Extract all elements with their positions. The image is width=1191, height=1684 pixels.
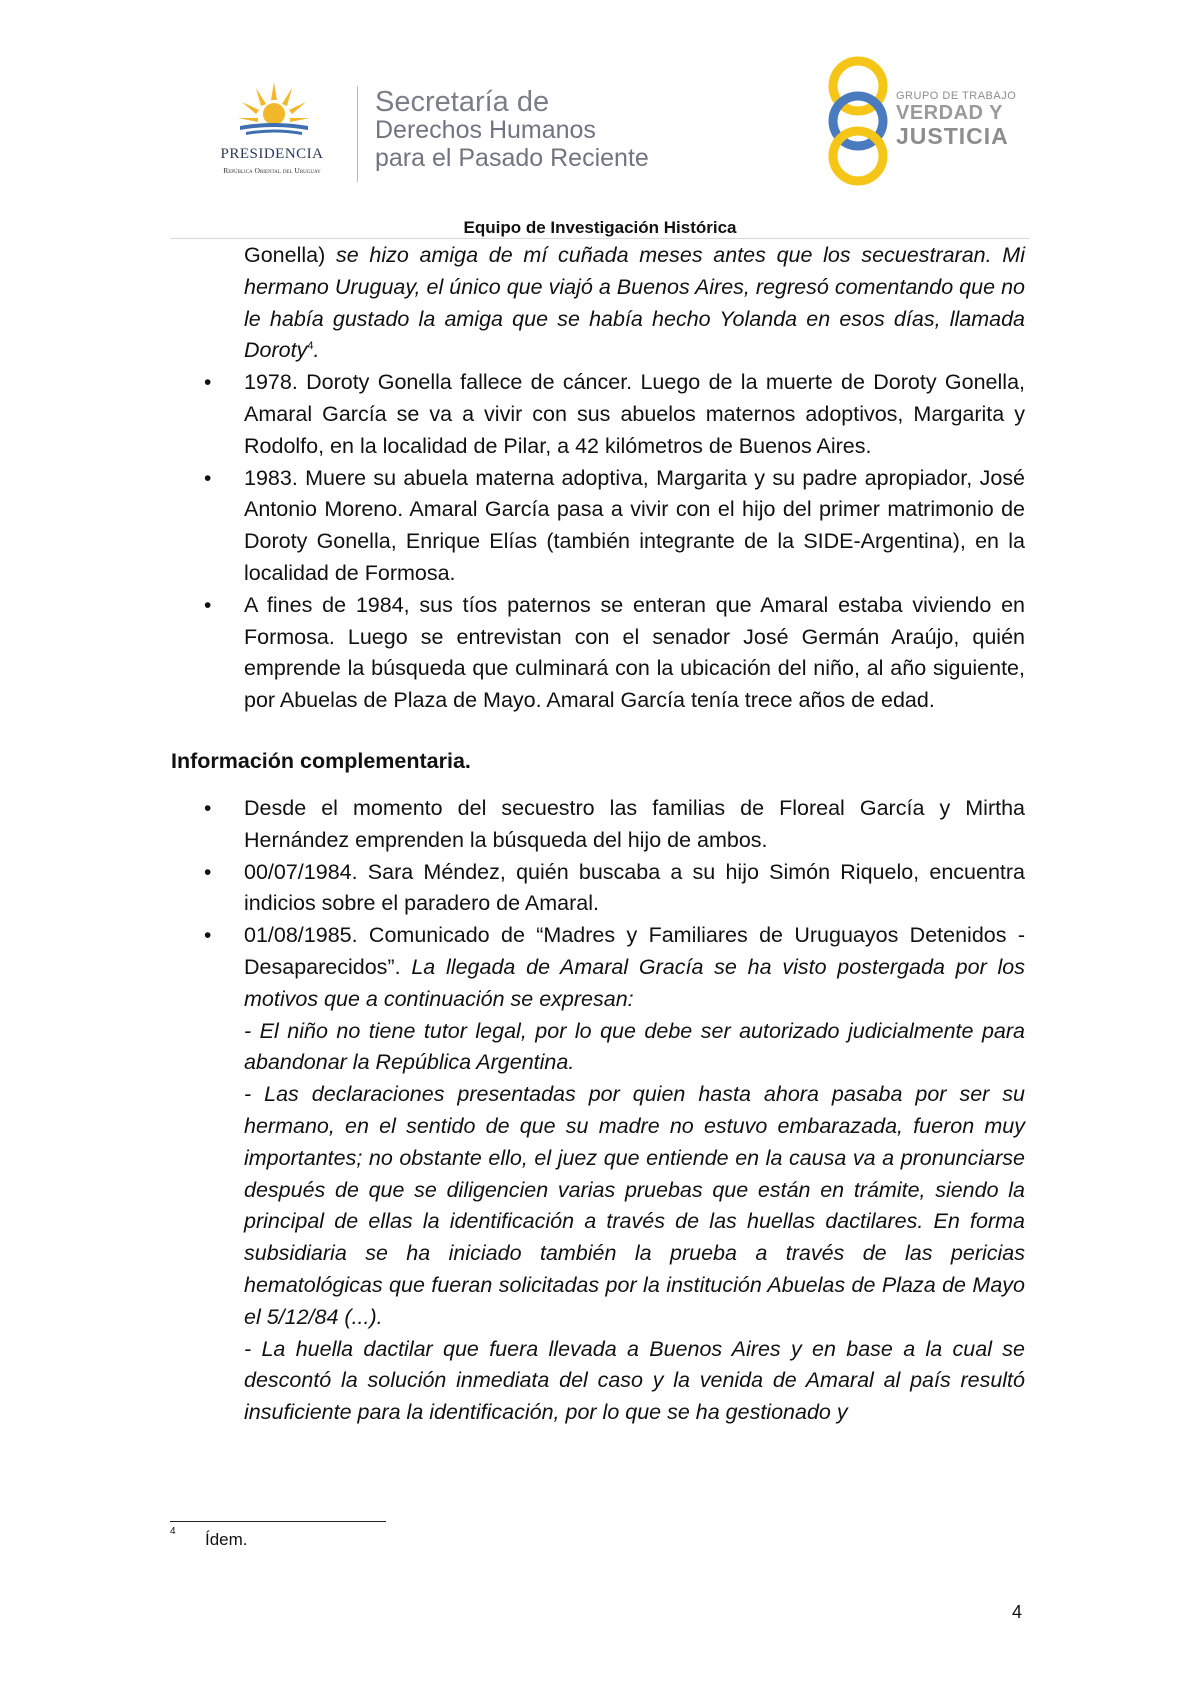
communique-point-2: - Las declaraciones presentadas por quien hasta ahora pasaba por ser su hermano, en el sentido de que su madre no estuvo embarazada, fueron muy importantes; no obstante ello, el juez que entiende en la causa va a pronunciarse después de que se diligencien varias pruebas que están en trámite, siendo la principal de ellas la identificación a través de las huellas dactilares. En forma subsidiaria se ha iniciado también la prueba a través de las pericias hematológicas que fueran solicitadas por la institución Abuelas de Plaza de Mayo el 5/12/84 (...). — [244, 1082, 1025, 1329]
bullet-icon: • — [204, 924, 212, 948]
list-item-text — [244, 920, 1025, 1015]
communique-lead: 01/08/1985. Comunicado de “Madres y Familiares de Uruguayos Detenidos - Desaparecidos”. — [244, 923, 1025, 979]
secretaria-line-2: Derechos Humanos — [375, 116, 596, 144]
secretaria-line-1: Secretaría de — [375, 86, 550, 118]
communique-point-3: - La huella dactilar que fuera llevada a Buenos Aires y en base a la cual se descontó la solución inmediata del caso y la venida de Amaral al país resultó insuficiente para la identificación, por lo que se ha gestionado y — [244, 1336, 1025, 1425]
footnote-reference[interactable]: 4 — [307, 340, 314, 353]
logo-divider — [357, 86, 358, 182]
list-item — [0, 793, 1191, 857]
grupo-line-2: VERDAD Y — [896, 102, 1003, 124]
interlinked-rings-icon — [818, 56, 898, 186]
bullet-icon: • — [204, 796, 212, 820]
section-heading: Información complementaria. — [171, 748, 471, 773]
list-item — [0, 590, 1191, 717]
quote-end: . — [313, 338, 320, 363]
footnote — [170, 1526, 248, 1550]
list-item-text: 1983. Muere su abuela materna adoptiva, Margarita y su padre apropiador, José Antonio Moreno. Amaral García pasa a vivir con el hijo del primer matrimonio de Doroty Gonella, Enrique Elías (también integrante de la SIDE-Argentina), en la localidad de Formosa. — [244, 465, 1025, 585]
list-item — [0, 240, 1191, 367]
document-body — [0, 240, 1191, 1429]
secretaria-line-3: para el Pasado Reciente — [375, 144, 649, 172]
list-item-text: Desde el momento del secuestro las familias de Floreal García y Mirtha Hernández emprenden la búsqueda del hijo de ambos. — [244, 795, 1025, 852]
sun-emblem-icon — [236, 80, 312, 138]
presidencia-name: PRESIDENCIA — [220, 146, 324, 162]
paragraph-lead: Gonella) — [244, 243, 336, 267]
bullet-icon: • — [204, 371, 212, 395]
timeline-list — [0, 240, 1191, 717]
list-item-text: 00/07/1984. Sara Méndez, quién buscaba a su hijo Simón Riquelo, encuentra indicios sobre el paradero de Amaral. — [244, 859, 1025, 916]
list-item — [0, 367, 1191, 462]
team-title: Equipo de Investigación Histórica — [463, 218, 737, 237]
complementary-list — [0, 793, 1191, 1429]
list-item — [0, 463, 1191, 590]
page-header — [0, 0, 1191, 240]
bullet-icon: • — [204, 466, 212, 490]
bullet-icon: • — [204, 593, 212, 617]
continued-paragraph — [244, 240, 1025, 367]
header-rule — [170, 238, 1030, 239]
list-item — [0, 920, 1191, 1429]
page-number: 4 — [1012, 1602, 1023, 1622]
grupo-line-3: JUSTICIA — [896, 123, 1009, 149]
quote-text: se hizo amiga de mí cuñada meses antes que los secuestraran. Mi hermano Uruguay, el único que viajó a Buenos Aires, regresó comentando que no le había gustado la amiga que se había hecho Yolanda en esos días, llamada Doroty — [244, 243, 1025, 363]
bullet-icon: • — [204, 860, 212, 884]
grupo-logo-text — [896, 90, 1016, 148]
spacer — [0, 777, 1191, 793]
list-item-text: A fines de 1984, sus tíos paternos se enteran que Amaral estaba viviendo en Formosa. Luego se entrevistan con el senador José Germán Araújo, quién emprende la búsqueda que culminará con la ubicación del niño, al año siguiente, por Abuelas de Plaza de Mayo. Amaral García tenía trece años de edad. — [244, 592, 1025, 713]
communique-quote: La llegada de Amaral Gracía se ha visto postergada por los motivos que a continuación se expresan: — [244, 954, 1025, 1011]
presidencia-subtitle: República Oriental del Uruguay — [223, 166, 321, 175]
footnote-separator — [170, 1521, 386, 1522]
footnote-mark: 4 — [170, 1526, 176, 1538]
grupo-verdad-justicia-logo — [818, 56, 1038, 186]
secretaria-logo-text — [375, 88, 649, 172]
communique-point-1: - El niño no tiene tutor legal, por lo que debe ser autorizado judicialmente para abandonar la República Argentina. — [244, 1018, 1025, 1075]
presidencia-logo — [196, 80, 348, 180]
footnote-text: Ídem. — [205, 1530, 248, 1549]
list-item-text: 1978. Doroty Gonella fallece de cáncer. Luego de la muerte de Doroty Gonella, Amaral García se va a vivir con sus abuelos maternos adoptivos, Margarita y Rodolfo, en la localidad de Pilar, a 42 kilómetros de Buenos Aires. — [244, 370, 1025, 458]
grupo-line-1: GRUPO DE TRABAJO — [896, 90, 1017, 102]
list-item — [0, 857, 1191, 921]
